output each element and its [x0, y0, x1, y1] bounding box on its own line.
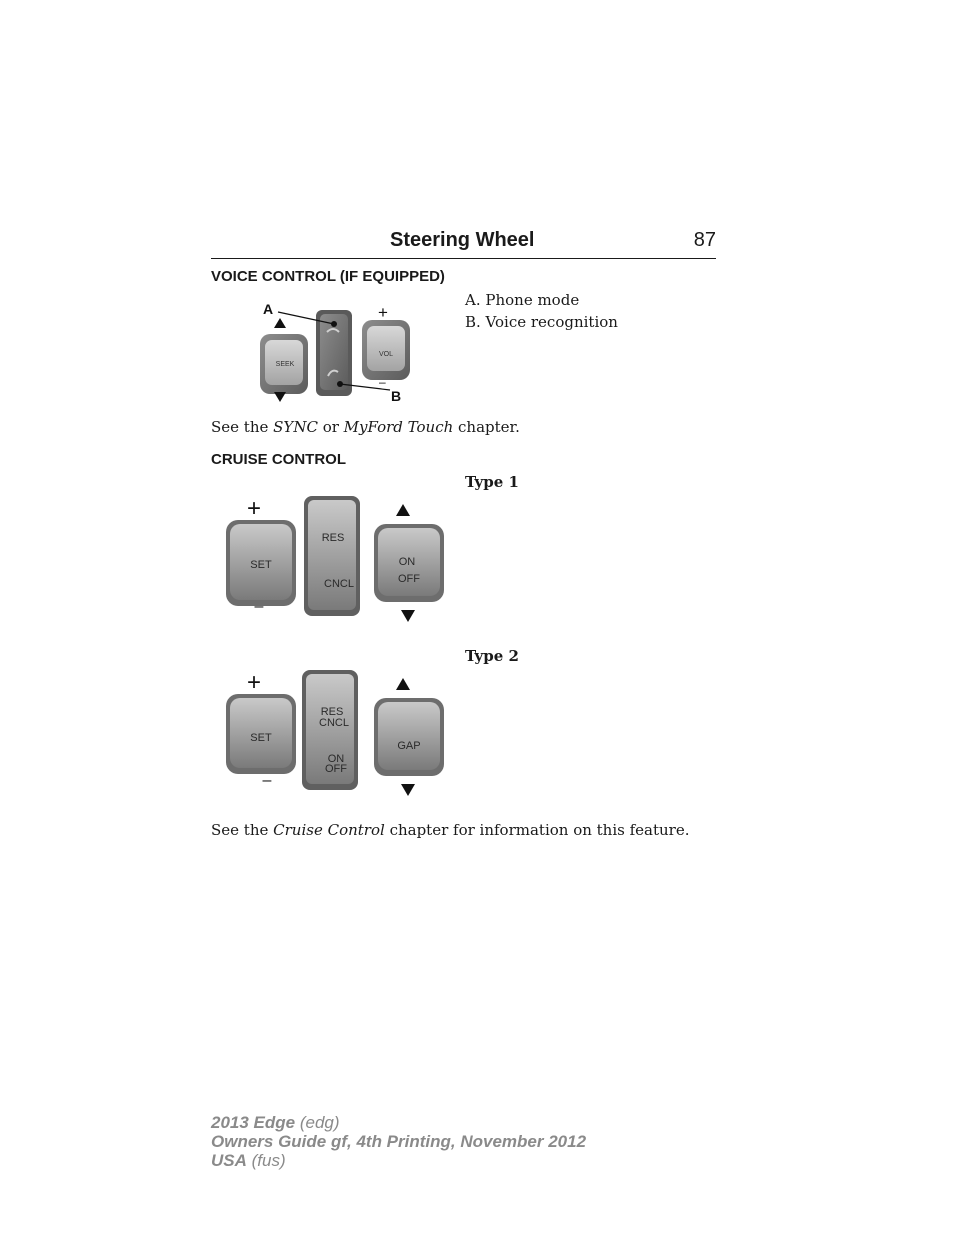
- voice-see-text: See the SYNC or MyFord Touch chapter.: [211, 418, 520, 436]
- off-label: OFF: [325, 763, 347, 775]
- res-label: RES: [321, 532, 345, 544]
- gap-label: GAP: [397, 740, 421, 752]
- cruise-see-text: See the Cruise Control chapter for information on this feature.: [211, 821, 690, 839]
- set-button: [226, 694, 296, 774]
- minus-sign: –: [254, 598, 264, 615]
- plus-sign: +: [247, 669, 262, 696]
- res-cncl-on-off-rocker: [302, 670, 358, 790]
- gap-button: [374, 698, 444, 776]
- set-label: SET: [250, 732, 272, 744]
- header-rule: [211, 258, 716, 259]
- on-label: ON: [327, 753, 345, 765]
- chapter-title: Steering Wheel: [390, 229, 535, 251]
- cruise-type-1-figure: [222, 494, 448, 628]
- seek-button: [260, 334, 308, 394]
- legend-voice-recognition: B. Voice recognition: [465, 313, 618, 331]
- footer: [211, 1113, 586, 1170]
- legend-phone-mode: A. Phone mode: [465, 291, 580, 309]
- voice-control-figure: [250, 298, 420, 406]
- res-label: RES: [320, 706, 344, 718]
- cruise-control-heading: CRUISE CONTROL: [211, 451, 346, 468]
- res-cncl-rocker: [304, 496, 360, 616]
- vol-label: VOL: [378, 351, 394, 358]
- voice-control-heading: VOICE CONTROL (IF EQUIPPED): [211, 268, 445, 285]
- cncl-label: CNCL: [319, 717, 349, 729]
- footer-line-2: Owners Guide gf, 4th Printing, November 2012: [211, 1132, 587, 1151]
- vol-button: [362, 320, 410, 380]
- minus-sign: –: [262, 772, 272, 789]
- page-number: 87: [693, 229, 716, 251]
- cruise-type-2-figure: [222, 668, 448, 802]
- callout-a: A: [263, 301, 274, 317]
- off-label: OFF: [398, 573, 420, 585]
- footer-line-3: USA (fus): [211, 1151, 286, 1170]
- type-1-label: Type 1: [465, 473, 519, 491]
- cruise-control-reference: Cruise Control: [273, 821, 385, 839]
- callout-b: B: [391, 388, 402, 404]
- up-arrow-icon: [396, 678, 410, 690]
- vol-minus: –: [379, 375, 386, 389]
- phone-voice-rocker: [316, 310, 352, 396]
- type-2-label: Type 2: [465, 647, 519, 665]
- seek-label: SEEK: [275, 361, 295, 368]
- on-label: ON: [398, 556, 416, 568]
- on-off-button: [374, 524, 444, 602]
- up-arrow-icon: [396, 504, 410, 516]
- footer-line-1: 2013 Edge (edg): [211, 1113, 340, 1132]
- down-arrow-icon: [401, 784, 415, 796]
- set-label: SET: [250, 559, 272, 571]
- down-arrow-icon: [401, 610, 415, 622]
- set-button: [226, 520, 296, 606]
- seek-up-arrow-icon: [274, 318, 286, 328]
- seek-down-arrow-icon: [274, 392, 286, 402]
- vol-plus: +: [378, 303, 388, 322]
- plus-sign: +: [247, 495, 262, 522]
- cncl-label: CNCL: [324, 578, 354, 590]
- sync-reference: SYNC: [273, 418, 318, 436]
- myford-touch-reference: MyFord Touch: [343, 418, 454, 436]
